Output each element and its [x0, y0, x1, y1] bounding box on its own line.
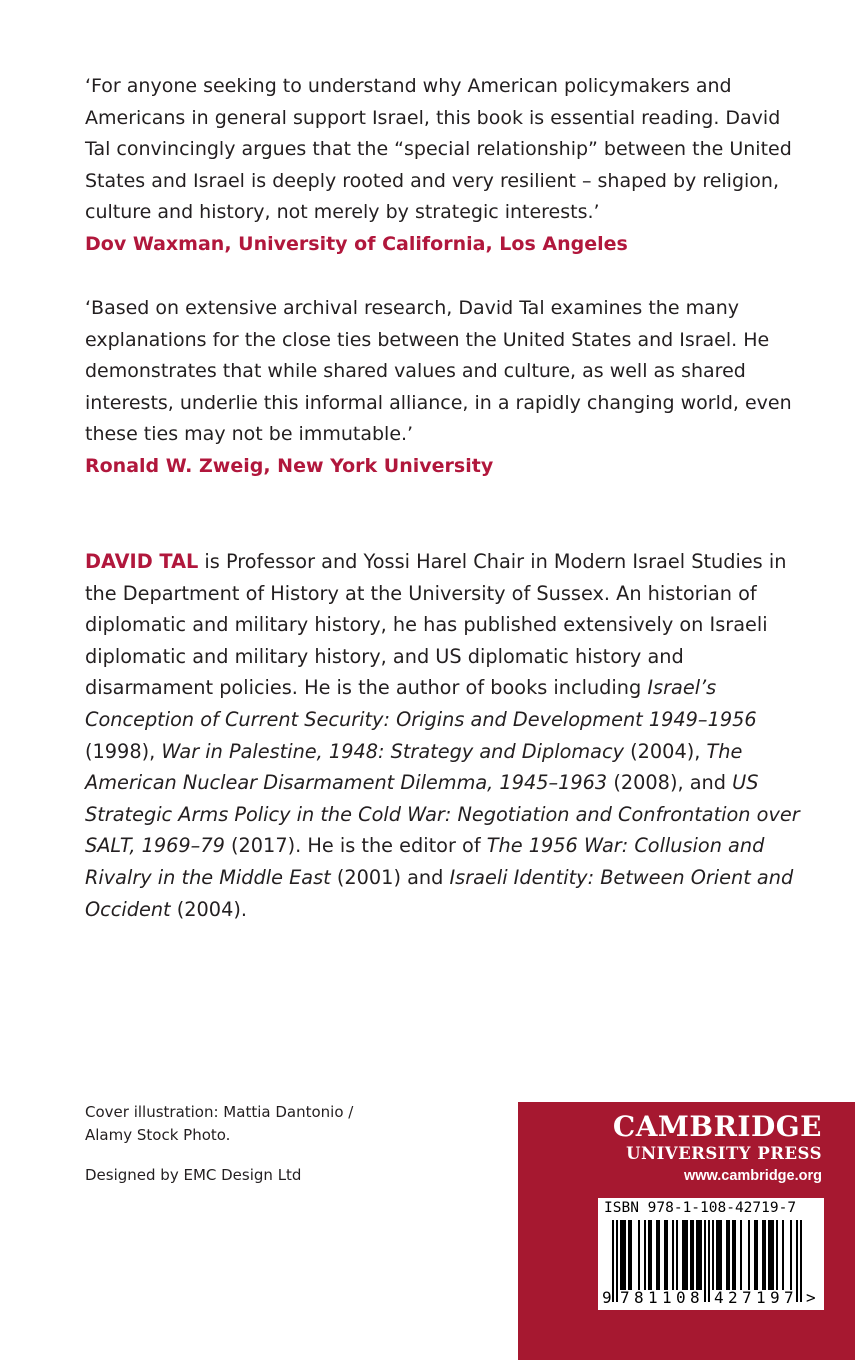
barcode-bar [708, 1220, 710, 1302]
ean-digit: 1 [648, 1288, 658, 1307]
ean-digit: 9 [602, 1288, 612, 1307]
barcode-bar [704, 1220, 706, 1302]
barcode-bar [790, 1220, 792, 1290]
ean-digit: 7 [784, 1288, 794, 1307]
barcode-bar [768, 1220, 770, 1290]
barcode-bar [754, 1220, 756, 1290]
book-title: War in Palestine, 1948: Strategy and Diplomacy [161, 739, 624, 763]
ean-digit: 2 [728, 1288, 738, 1307]
review-quote-1 [85, 71, 805, 260]
author-bio-text: DAVID TAL is Professor and Yossi Harel Chair in Modern Israel Studies in the Department of History at the University of Sussex. An historian of diplomatic and military history, he has published extensively on Israeli diplomatic and military history, and US diplomatic history and disarmament policies. He is the author of books including Israel’s Conception of Current Security: Origins and Development 1949–1956 (1998), War in Palestine, 1948: Strategy and Diplomacy (2004), The American Nuclear Disarmament Dilemma, 1945–1963 (2008), and US Strategic Arms Policy in the Cold War: Negotiation and Confrontation over SALT, 1969–79 (2017). He is the editor of The 1956 War: Collusion and Rivalry in the Middle East (2001) and Israeli Identity: Between Orient and Occident (2004). [85, 550, 800, 921]
ean-digit: 7 [742, 1288, 752, 1307]
book-title: The 1956 War: Collusion and Rivalry in the Middle East [85, 834, 765, 889]
ean-digit: 9 [770, 1288, 780, 1307]
publisher-panel [518, 1102, 855, 1360]
ean-digit: > [806, 1288, 816, 1307]
barcode-bar [682, 1220, 684, 1290]
author-bio [85, 546, 807, 925]
barcode-bar [700, 1220, 702, 1290]
book-title: US Strategic Arms Policy in the Cold War: Negotiation and Confrontation over SALT, 1969–79 [85, 771, 800, 858]
barcode-bar [716, 1220, 718, 1290]
barcode-bar [658, 1220, 660, 1290]
barcode-bar [650, 1220, 652, 1290]
ean-digit: 8 [634, 1288, 644, 1307]
barcode-bar [770, 1220, 772, 1290]
barcode-bar [616, 1220, 618, 1302]
ean-digit: 7 [620, 1288, 630, 1307]
barcode-bar [622, 1220, 624, 1290]
barcode-bar [684, 1220, 686, 1290]
barcode-bar [656, 1220, 658, 1290]
isbn-label: ISBN 978-1-108-42719-7 [604, 1200, 797, 1216]
barcode-bar [734, 1220, 736, 1290]
barcode-bar [712, 1220, 714, 1290]
barcode-bar [740, 1220, 742, 1290]
barcode-bar [756, 1220, 758, 1290]
barcode-bar [686, 1220, 688, 1290]
ean-digit: 8 [690, 1288, 700, 1307]
ean-digit: 4 [714, 1288, 724, 1307]
barcode-bar [676, 1220, 678, 1290]
barcode-bar [720, 1220, 722, 1290]
barcode-bar [630, 1220, 632, 1290]
barcode-bar [624, 1220, 626, 1290]
barcode-bar [776, 1220, 778, 1290]
barcode-bar [638, 1220, 640, 1290]
author-name: DAVID TAL [85, 550, 199, 573]
barcode-bar [800, 1220, 802, 1302]
publisher-url: www.cambridge.org [683, 1168, 822, 1184]
barcode-bar [726, 1220, 728, 1290]
barcode-bar [796, 1220, 798, 1302]
quote-text: ‘For anyone seeking to understand why American policymakers and Americans in general support Israel, this book is essential reading. David Tal convincingly argues that the “special relationship” between the United States and Israel is deeply rooted and very resilient – shaped by religion, culture and history, not merely by strategic interests.’ [85, 75, 792, 223]
design-credit: Designed by EMC Design Ltd [85, 1166, 302, 1184]
barcode-bar [692, 1220, 694, 1290]
book-title: The American Nuclear Disarmament Dilemma, 1945–1963 [85, 739, 743, 795]
barcode-bar [648, 1220, 650, 1290]
barcode-bar [718, 1220, 720, 1290]
barcode-bar [644, 1220, 646, 1290]
book-title: Israeli Identity: Between Orient and Occident [85, 865, 794, 921]
quote-attribution: Ronald W. Zweig, New York University [85, 454, 494, 477]
barcode-bar [772, 1220, 774, 1290]
barcode-bar [690, 1220, 692, 1290]
barcode-bar [696, 1220, 698, 1290]
quote-text: ‘Based on extensive archival research, David Tal examines the many explanations for the close ties between the United States and Israel. He demonstrates that while shared values and culture, as well as shared interests, underlie this informal alliance, in a rapidly changing world, even these ties may not be immutable.’ [85, 297, 792, 445]
ean-digit: 0 [676, 1288, 686, 1307]
book-title: Israel’s Conception of Current Security: Origins and Development 1949–1956 [85, 676, 757, 731]
barcode-bar [628, 1220, 630, 1290]
isbn-barcode [598, 1198, 824, 1310]
barcode-bar [782, 1220, 784, 1290]
barcode-bar [666, 1220, 668, 1290]
ean-digit: 1 [756, 1288, 766, 1307]
barcode-bar [748, 1220, 750, 1290]
barcode-bar [764, 1220, 766, 1290]
barcode-bar [728, 1220, 730, 1290]
review-quote-2 [85, 293, 805, 482]
cover-credit: Cover illustration: Mattia Dantonio / Alamy Stock Photo. [85, 1103, 354, 1144]
publisher-logo: CAMBRIDGE [612, 1110, 822, 1143]
barcode-bar [698, 1220, 700, 1290]
barcode-bar [664, 1220, 666, 1290]
barcode-bar [762, 1220, 764, 1290]
barcode-bar [672, 1220, 674, 1290]
barcode-bar [620, 1220, 622, 1290]
quote-attribution: Dov Waxman, University of California, Los Angeles [85, 232, 628, 255]
ean-digit: 1 [662, 1288, 672, 1307]
publisher-subtitle: UNIVERSITY PRESS [626, 1144, 822, 1163]
barcode-bar [612, 1220, 614, 1302]
barcode-bar [732, 1220, 734, 1290]
